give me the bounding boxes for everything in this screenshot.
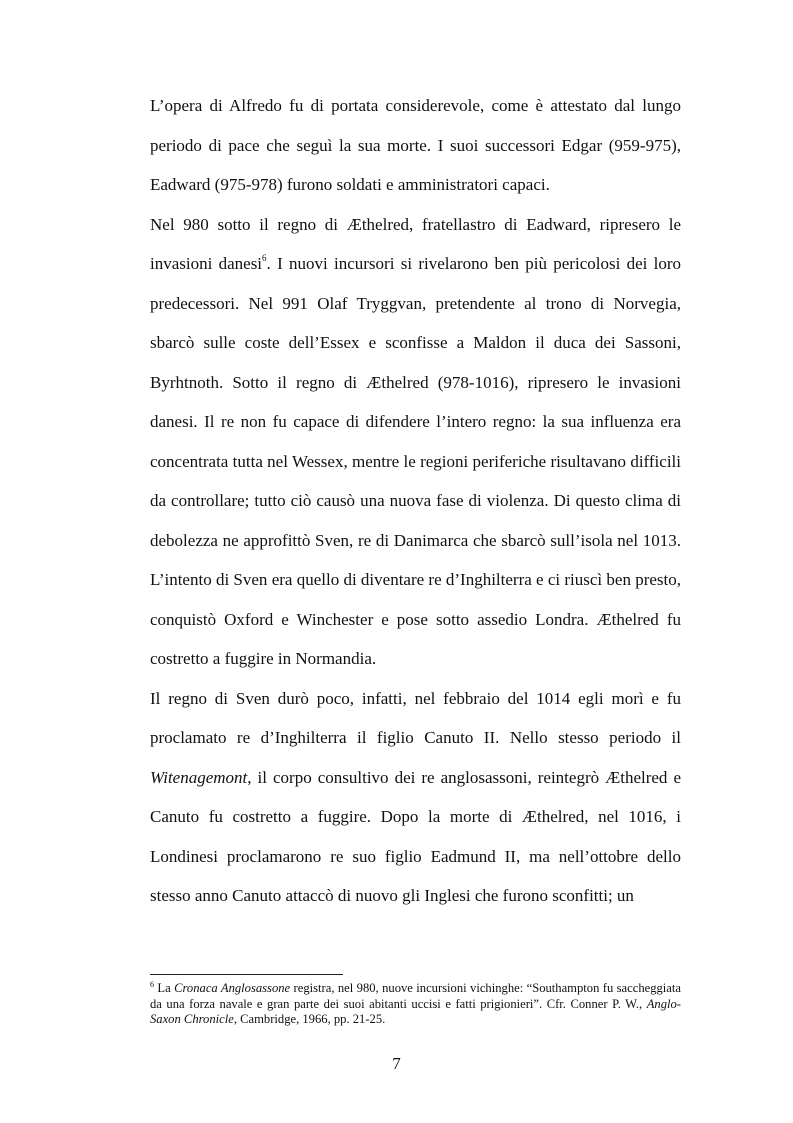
footnote-number: 6 [150, 979, 154, 989]
paragraph-aethelred: Nel 980 sotto il regno di Æthelred, fratellastro di Eadward, ripresero le invasioni danesi$^6$. I nuovi incursori si rivelarono ben più pericolosi dei loro predecessori. Nel 991 Olaf Tryggvan, pretendente al trono di Norvegia, sbarcò sulle coste dell’Essex e sconfisse a Maldon il duca dei Sassoni, Byrhtnoth. Sotto il regno di Æthelred (978-1016), ripresero le invasioni danesi. Il re non fu capace di difendere l’intero regno: la sua influenza era concentrata tutta nel Wessex, mentre le regioni periferiche risultavano difficili da controllare; tutto ciò causò una nuova fase di violenza. Di questo clima di debolezza ne approfittò Sven, re di Danimarca che sbarcò sull’isola nel 1013. L’intento di Sven era quello di diventare re d’Inghilterra e ci riuscì ben presto, conquistò Oxford e Winchester e pose sotto assedio Londra. Æthelred fu costretto a fuggire in Normandia. [150, 214, 681, 668]
page-number: 7 [392, 1054, 401, 1073]
footnote-separator [150, 974, 343, 975]
italic-term: Witenagemont [150, 767, 248, 787]
footnote-italic-source: Anglo-Saxon Chronicle [150, 996, 681, 1026]
footnote-italic-title: Cronaca Anglosassone [174, 981, 291, 995]
paragraph-alfredo: L’opera di Alfredo fu di portata considerevole, come è attestato dal lungo periodo di pace che seguì la sua morte. I suoi successori Edgar (959-975), Eadward (975-978) furono soldati e amministratori capaci. [150, 96, 681, 194]
paragraph-sven: Il regno di Sven durò poco, infatti, nel febbraio del 1014 egli morì e fu proclamato re d’Inghilterra il figlio Canuto II. Nello stesso periodo il Witenagemont, il corpo consultivo dei re anglosassoni, reintegrò Æthelred e Canuto fu costretto a fuggire. Dopo la morte di Æthelred, nel 1016, i Londinesi proclamarono re suo figlio Eadmund II, ma nell’ottobre dello stesso anno Canuto attaccò di nuovo gli Inglesi che furono sconfitti; un [150, 688, 681, 905]
body-text [150, 86, 681, 916]
footnote-reference[interactable]: 6 [262, 253, 267, 264]
footnote: $^6$ La Cronaca Anglosassone registra, nel 980, nuove incursioni vichinghe: “Southampton fu saccheggiata da una forza navale e gran parte dei suoi abitanti uccisi e fatti prigionieri”. Cfr. Conner P. W., Anglo-Saxon Chronicle, Cambridge, 1966, pp. 21-25. [150, 979, 681, 1026]
